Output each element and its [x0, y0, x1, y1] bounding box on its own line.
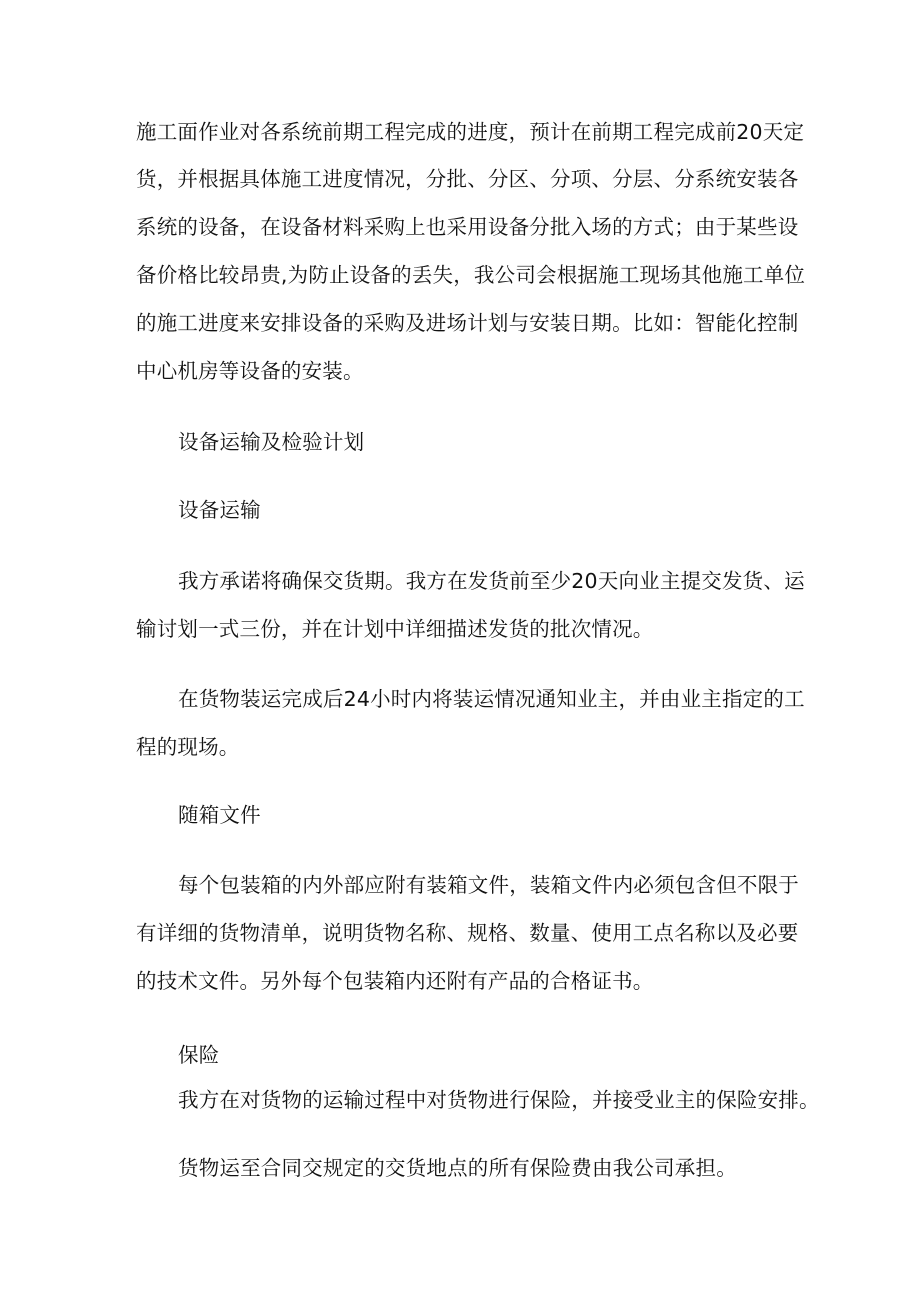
paragraph-5: 我方在对货物的运输过程中对货物进行保险，并接受业主的保险安排。 [178, 1088, 820, 1112]
paragraph-1-line-4: 备价格比较昂贵,为防止设备的丢失，我公司会根据施工现场其他施工单位 [136, 263, 806, 287]
paragraph-4-line-2: 有详细的货物清单，说明货物名称、规格、数量、使用工点名称以及必要 [136, 921, 799, 945]
paragraph-1-line-2: 货，并根据具体施工进度情况，分批、分区、分项、分层、分系统安装各 [136, 167, 799, 191]
paragraph-4-line-3: 的技术文件。另外每个包装箱内还附有产品的合格证书。 [136, 969, 654, 993]
paragraph-3-line-1: 在货物装运完成后24小时内将装运情况通知业主，并由业主指定的工 [178, 687, 805, 711]
paragraph-1-line-3: 系统的设备，在设备材料采购上也采用设备分批入场的方式；由于某些设 [136, 215, 799, 239]
section-heading-insurance: 保险 [178, 1043, 220, 1067]
paragraph-6: 货物运至合同交规定的交货地点的所有保险费由我公司承担。 [178, 1156, 737, 1180]
paragraph-1-line-6: 中心机房等设备的安装。 [136, 359, 364, 383]
paragraph-1-line-1: 施工面作业对各系统前期工程完成的进度，预计在前期工程完成前20天定 [136, 120, 805, 144]
paragraph-2-line-1: 我方承诺将确保交货期。我方在发货前至少20天向业主提交发货、运 [178, 569, 805, 593]
section-heading-transport: 设备运输 [178, 498, 261, 522]
section-heading-accompanying-documents: 随箱文件 [178, 803, 261, 827]
paragraph-1-line-5: 的施工进度来安排设备的采购及进场计划与安装日期。比如：智能化控制 [136, 311, 799, 335]
paragraph-4-line-1: 每个包装箱的内外部应附有装箱文件，装箱文件内必须包含但不限于 [178, 873, 799, 897]
paragraph-3-line-2: 程的现场。 [136, 735, 240, 759]
paragraph-2-line-2: 输讨划一式三份，并在计划中详细描述发货的批次情况。 [136, 617, 654, 641]
section-heading-transport-inspection: 设备运输及检验计划 [178, 430, 365, 454]
